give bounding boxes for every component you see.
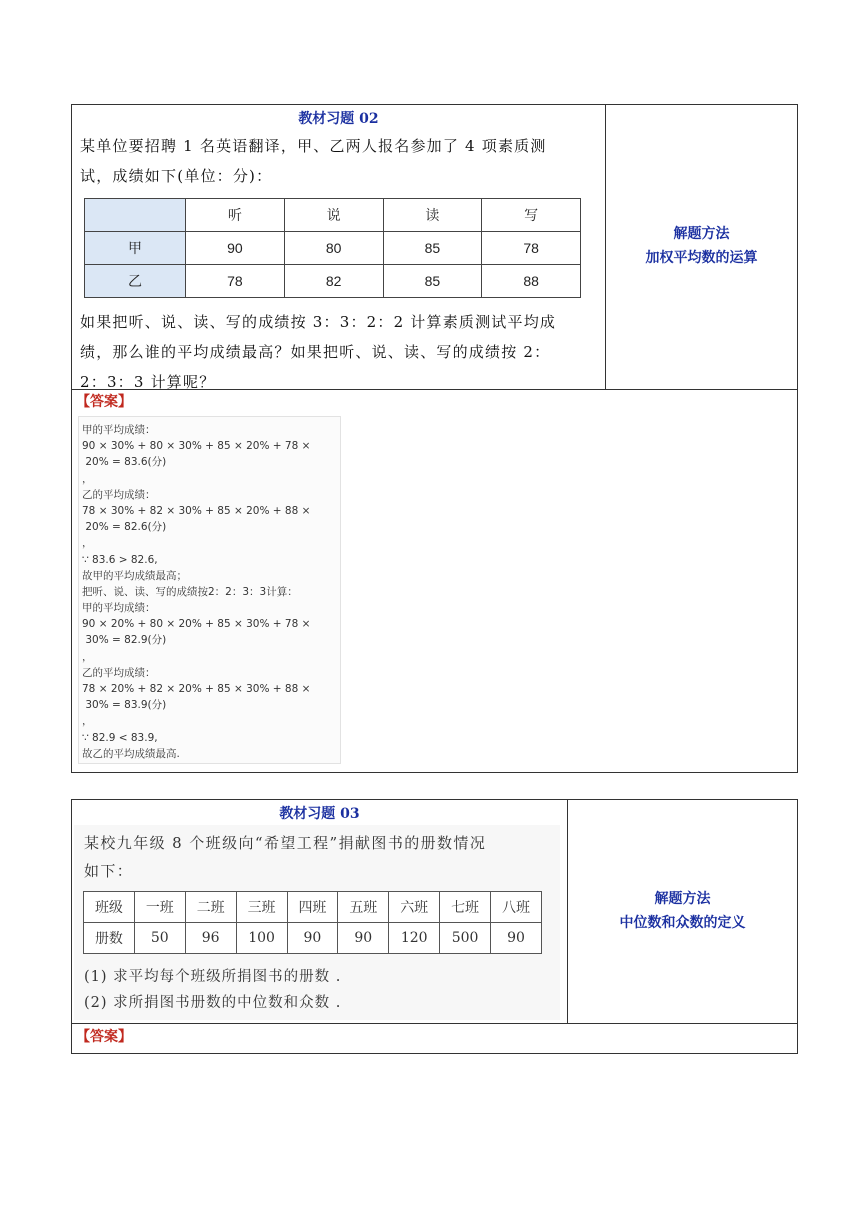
answer-line: 90 × 30% + 80 × 30% + 85 × 20% + 78 × [82,440,311,453]
answer-line: 故甲的平均成绩最高； [82,569,187,582]
answer-line: ， [82,472,93,485]
answer-line: 把听、说、读、写的成绩按2：2：3：3计算： [82,585,298,598]
q03-answer-label: 【答案】 [76,1029,132,1045]
method-title: 解题方法 [654,891,711,907]
table-row [84,923,542,954]
q03-border-bottom [71,1053,798,1054]
table-row [85,265,581,298]
table-cell: 说 [284,199,383,232]
q03-question2: (2) 求所捐图书册数的中位数和众数 . [84,995,342,1011]
q02-title: 教材习题 02 [298,111,379,127]
table-cell: 班级 [84,892,135,923]
method-title: 解题方法 [673,226,730,242]
q02-border-right [797,104,798,773]
q02-score-table [84,198,581,298]
answer-line: 甲的平均成绩： [82,602,156,615]
answer-line: ， [82,650,93,663]
answer-line: 78 × 20% + 82 × 20% + 85 × 30% + 88 × [82,683,311,695]
table-cell [85,199,186,232]
table-cell: 96 [185,923,236,954]
q03-method [568,887,797,935]
q03-border-left [71,799,72,1054]
table-cell: 乙 [85,265,186,298]
table-cell: 五班 [338,892,389,923]
table-cell: 听 [186,199,285,232]
answer-line: 90 × 20% + 80 × 20% + 85 × 30% + 78 × [82,618,311,631]
table-cell: 六班 [389,892,440,923]
table-header-row [85,199,581,232]
table-cell: 甲 [85,232,186,265]
q02-border-top [71,104,798,105]
table-cell: 100 [236,923,287,954]
answer-line: 30% = 82.9(分) [82,634,167,647]
table-cell: 82 [284,265,383,298]
answer-line: ∵ 83.6 > 82.6, [82,553,158,566]
table-cell: 120 [389,923,440,954]
table-header-row [84,892,542,923]
q03-title: 教材习题 03 [279,806,360,822]
table-cell: 四班 [287,892,338,923]
table-cell: 90 [287,923,338,954]
method-topic: 加权平均数的运算 [645,250,758,266]
table-cell: 90 [338,923,389,954]
table-cell: 85 [383,232,482,265]
answer-line: 甲的平均成绩： [82,424,156,436]
method-topic: 中位数和众数的定义 [619,915,746,931]
answer-line: 30% = 83.9(分) [82,699,167,712]
answer-line: 20% = 82.6(分) [82,521,167,534]
table-cell: 90 [491,923,542,954]
table-cell: 85 [383,265,482,298]
table-cell: 一班 [134,892,185,923]
answer-line: ， [82,715,93,728]
table-cell: 二班 [185,892,236,923]
q02-intro [80,131,602,191]
table-row [85,232,581,265]
table-cell: 78 [482,232,581,265]
q03-class-table [83,891,542,954]
table-cell: 读 [383,199,482,232]
table-cell: 90 [186,232,285,265]
table-cell: 三班 [236,892,287,923]
q02-intro-line2: 试，成绩如下(单位：分)： [80,167,273,185]
q02-question-line3: 2：3：3 计算呢？ [80,373,216,391]
answer-line: ， [82,537,93,550]
answer-line: 78 × 30% + 82 × 30% + 85 × 20% + 88 × [82,504,311,517]
answer-line: 乙的平均成绩： [82,666,156,679]
table-cell: 50 [134,923,185,954]
table-cell: 500 [440,923,491,954]
q03-border-mid [71,1023,798,1024]
q03-border-right [797,799,798,1054]
table-cell: 80 [284,232,383,265]
table-cell: 七班 [440,892,491,923]
q02-border-left [71,104,72,773]
answer-line: 20% = 83.6(分) [82,456,167,469]
q03-question1: (1) 求平均每个班级所捐图书的册数 . [84,969,342,985]
q02-question-line2: 绩，那么谁的平均成绩最高？如果把听、说、读、写的成绩按 2： [80,343,551,361]
answer-line: ∵ 82.9 < 83.9, [82,731,158,744]
q02-question-line1: 如果把听、说、读、写的成绩按 3：3：2：2 计算素质测试平均成 [80,313,557,331]
table-cell: 88 [482,265,581,298]
q03-question-image [74,825,560,1020]
q02-intro-line1: 某单位要招聘 1 名英语翻译，甲、乙两人报名参加了 4 项素质测 [80,137,547,155]
table-cell: 册数 [84,923,135,954]
q02-method [606,222,797,270]
q03-intro-line2: 如下： [84,862,134,880]
q03-intro-line1: 某校九年级 8 个班级向“希望工程”捐献图书的册数情况 [84,834,487,852]
q02-answer-label: 【答案】 [76,394,132,410]
table-cell: 78 [186,265,285,298]
table-cell: 八班 [491,892,542,923]
q02-border-bottom [71,772,798,773]
q02-answer-image [78,416,341,764]
table-cell: 写 [482,199,581,232]
q03-border-top [71,799,798,800]
q02-question [80,307,602,397]
answer-line: 乙的平均成绩： [82,488,156,501]
answer-line: 故乙的平均成绩最高. [82,747,180,760]
